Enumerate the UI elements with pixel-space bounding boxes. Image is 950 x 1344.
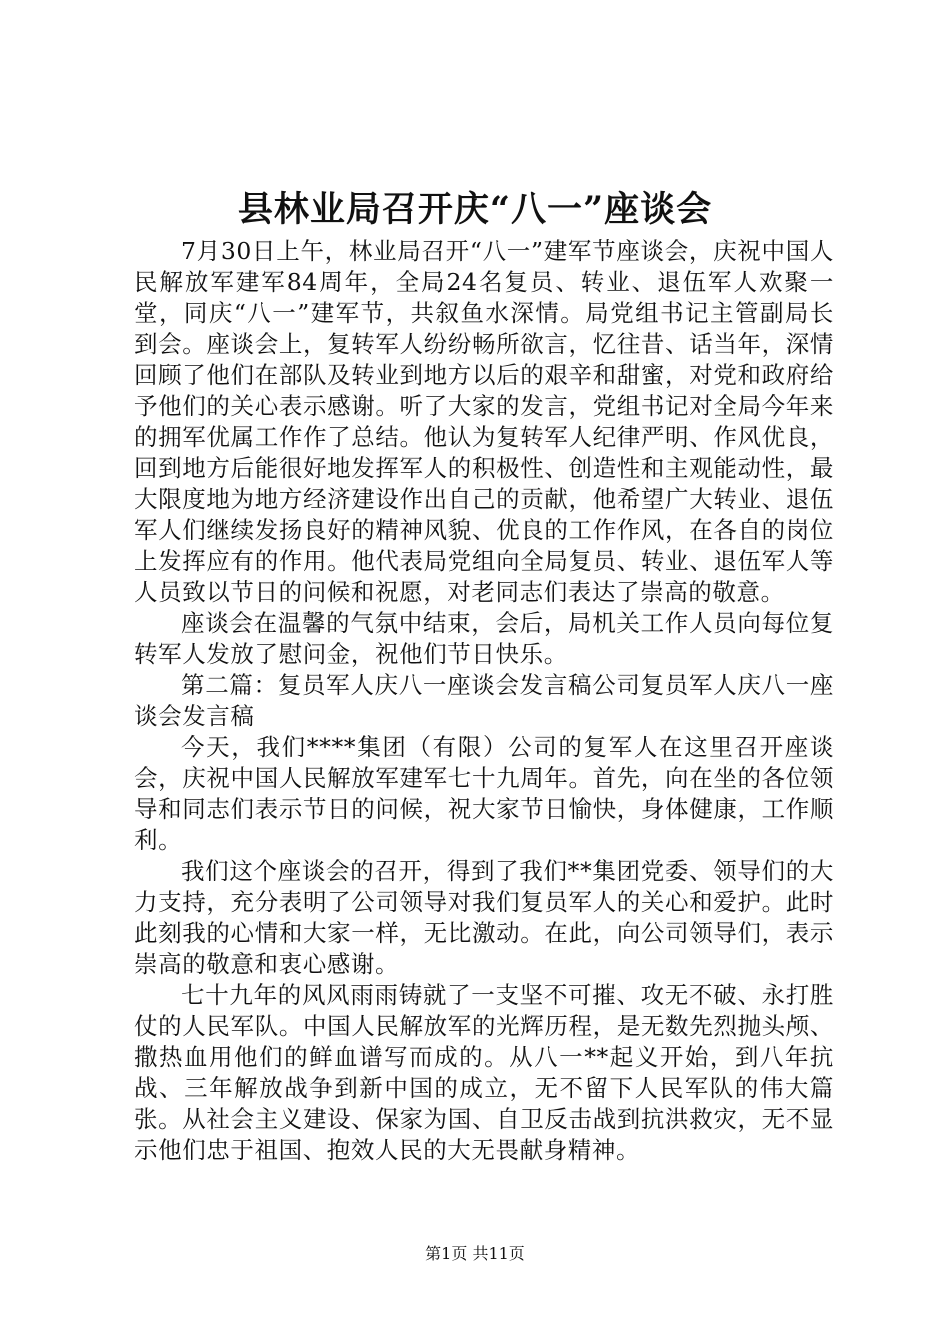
paragraph-5: 我们这个座谈会的召开，得到了我们**集团党委、领导们的大力支持，充分表明了公司领导对我们复员军人的关心和爱护。此时此刻我的心情和大家一样，无比激动。在此，向公司领导们，表示崇高的敬意和衷心感谢。 — [134, 857, 834, 978]
paragraph-3-section-heading: 第二篇：复员军人庆八一座谈会发言稿公司复员军人庆八一座谈会发言稿 — [134, 671, 834, 730]
document-body — [134, 236, 834, 1166]
paragraph-6: 七十九年的风风雨雨铸就了一支坚不可摧、攻无不破、永打胜仗的人民军队。中国人民解放军的光辉历程，是无数先烈抛头颅、撒热血用他们的鲜血谱写而成的。从八一**起义开始，到八年抗战、三年解放战争到新中国的成立，无不留下人民军队的伟大篇张。从社会主义建设、保家为国、自卫反击战到抗洪救灾，无不显示他们忠于祖国、抱效人民的大无畏献身精神。 — [134, 981, 834, 1164]
page-footer: 第1页 共11页 — [425, 1244, 525, 1263]
paragraph-2: 座谈会在温馨的气氛中结束，会后，局机关工作人员向每位复转军人发放了慰问金，祝他们节日快乐。 — [134, 609, 834, 668]
document-title: 县林业局召开庆“八一”座谈会 — [237, 189, 713, 230]
paragraph-4: 今天，我们****集团（有限）公司的复军人在这里召开座谈会，庆祝中国人民解放军建军七十九周年。首先，向在坐的各位领导和同志们表示节日的问候，祝大家节日愉快，身体健康，工作顺利。 — [134, 733, 834, 854]
paragraph-1: 7月30日上午，林业局召开“八一”建军节座谈会，庆祝中国人民解放军建军84周年，全局24名复员、转业、退伍军人欢聚一堂，同庆“八一”建军节，共叙鱼水深情。局党组书记主管副局长到会。座谈会上，复转军人纷纷畅所欲言，忆往昔、话当年，深情回顾了他们在部队及转业到地方以后的艰辛和甜蜜，对党和政府给予他们的关心表示感谢。听了大家的发言，党组书记对全局今年来的拥军优属工作作了总结。他认为复转军人纪律严明、作风优良，回到地方后能很好地发挥军人的积极性、创造性和主观能动性，最大限度地为地方经济建设作出自己的贡献，他希望广大转业、退伍军人们继续发扬良好的精神风貌、优良的工作作风，在各自的岗位上发挥应有的作用。他代表局党组向全局复员、转业、退伍军人等人员致以节日的问候和祝愿，对老同志们表达了崇高的敬意。 — [134, 237, 834, 606]
